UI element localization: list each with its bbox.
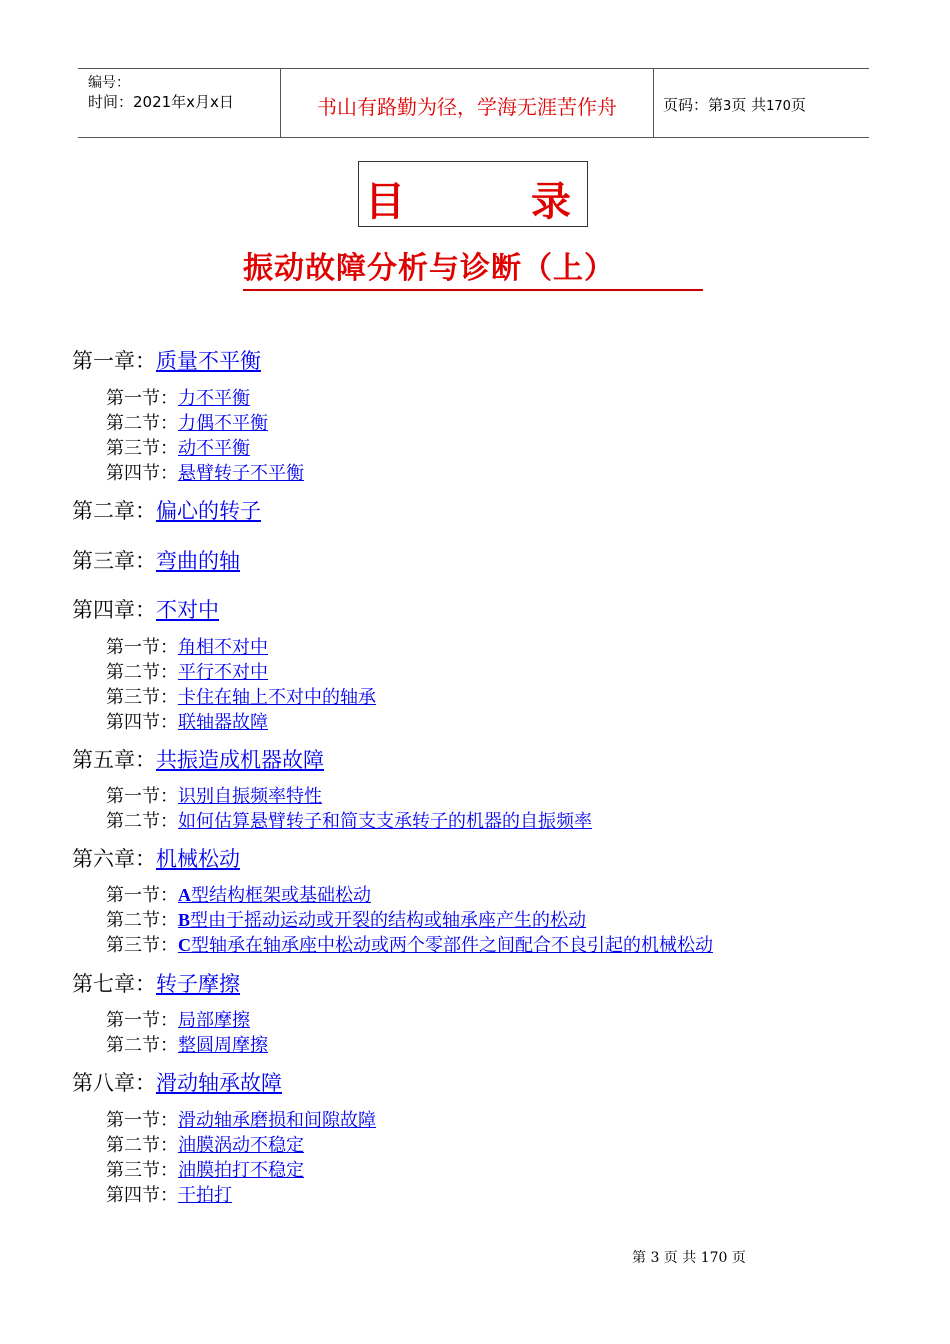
section-link[interactable]: 油膜拍打不稳定 — [178, 1160, 304, 1181]
time-label: 时间：2021年x月x日 — [88, 93, 234, 111]
header-meta-cell — [78, 69, 280, 137]
section-link[interactable]: 角相不对中 — [178, 637, 268, 658]
chapter-prefix: 第七章： — [72, 972, 156, 996]
section-1-1 — [106, 384, 250, 410]
section-1-4 — [106, 459, 304, 485]
section-letter: B — [178, 910, 191, 930]
page-footer: 第 3 页 共 170 页 — [632, 1250, 746, 1266]
chapter-1 — [72, 345, 261, 375]
chapter-prefix: 第四章： — [72, 598, 156, 622]
header-motto-cell — [280, 69, 654, 137]
chapter-prefix: 第六章： — [72, 847, 156, 871]
section-prefix: 第二节： — [106, 662, 178, 683]
section-prefix: 第二节： — [106, 811, 178, 832]
section-5-2 — [106, 807, 592, 833]
section-link[interactable]: 动不平衡 — [178, 438, 250, 459]
number-label: 编号： — [88, 75, 130, 91]
chapter-7 — [72, 968, 240, 998]
chapter-prefix: 第八章： — [72, 1071, 156, 1095]
chapter-link[interactable]: 转子摩擦 — [156, 972, 240, 996]
chapter-link[interactable]: 质量不平衡 — [156, 349, 261, 373]
page-number: 3 — [723, 99, 732, 114]
chapter-6 — [72, 843, 240, 873]
chapter-4 — [72, 594, 219, 624]
section-link[interactable] — [178, 885, 371, 906]
section-prefix: 第三节： — [106, 687, 178, 708]
toc-title-right: 录 — [531, 179, 571, 225]
chapter-prefix: 第一章： — [72, 349, 156, 373]
section-link[interactable]: 联轴器故障 — [178, 712, 268, 733]
section-link[interactable]: 滑动轴承磨损和间隙故障 — [178, 1110, 376, 1131]
section-link[interactable]: 力不平衡 — [178, 388, 250, 409]
chapter-8 — [72, 1067, 282, 1097]
section-8-2 — [106, 1131, 304, 1157]
section-title: 型由于摇动运动或开裂的结构或轴承座产生的松动 — [190, 910, 587, 931]
header-page-cell — [653, 69, 869, 137]
section-link[interactable] — [178, 910, 586, 931]
section-prefix: 第四节： — [106, 1185, 178, 1206]
section-4-3 — [106, 683, 376, 709]
chapter-link[interactable]: 不对中 — [156, 598, 219, 622]
section-prefix: 第一节： — [106, 1110, 178, 1131]
section-prefix: 第一节： — [106, 885, 178, 906]
page-mid: 页 共 — [731, 96, 767, 114]
section-link[interactable]: 油膜涡动不稳定 — [178, 1135, 304, 1156]
section-6-2 — [106, 906, 586, 932]
section-link[interactable]: 干拍打 — [178, 1185, 232, 1206]
chapter-link[interactable]: 机械松动 — [156, 847, 240, 871]
section-8-4 — [106, 1181, 232, 1207]
section-1-3 — [106, 434, 250, 460]
chapter-link[interactable]: 偏心的转子 — [156, 499, 261, 523]
page-suffix: 页 — [790, 96, 806, 114]
section-link[interactable]: 力偶不平衡 — [178, 413, 268, 434]
chapter-link[interactable]: 共振造成机器故障 — [156, 748, 324, 772]
section-link[interactable]: 识别自振频率特性 — [178, 786, 322, 807]
section-link[interactable]: 局部摩擦 — [178, 1010, 250, 1031]
chapter-link[interactable]: 滑动轴承故障 — [156, 1071, 282, 1095]
section-4-4 — [106, 708, 268, 734]
chapter-5 — [72, 744, 324, 774]
section-prefix: 第一节： — [106, 637, 178, 658]
section-4-2 — [106, 658, 268, 684]
section-7-2 — [106, 1031, 268, 1057]
chapter-prefix: 第二章： — [72, 499, 156, 523]
section-prefix: 第二节： — [106, 1035, 178, 1056]
chapter-prefix: 第三章： — [72, 549, 156, 573]
page-code — [663, 94, 806, 115]
section-6-3 — [106, 931, 713, 957]
section-5-1 — [106, 782, 322, 808]
section-link[interactable] — [178, 935, 713, 956]
section-title: 型结构框架或基础松动 — [191, 885, 371, 906]
section-prefix: 第二节： — [106, 413, 178, 434]
toc-title-box — [358, 161, 588, 227]
page-header — [78, 68, 869, 138]
section-prefix: 第三节： — [106, 935, 178, 956]
section-prefix: 第三节： — [106, 438, 178, 459]
section-title: 型轴承在轴承座中松动或两个零部件之间配合不良引起的机械松动 — [191, 935, 713, 956]
chapter-3 — [72, 545, 240, 575]
page-prefix: 页码：第 — [663, 96, 724, 114]
section-6-1 — [106, 881, 371, 907]
section-link[interactable]: 悬臂转子不平衡 — [178, 463, 304, 484]
motto-text: 书山有路勤为径，学海无涯苦作舟 — [317, 95, 617, 119]
section-prefix: 第二节： — [106, 910, 178, 931]
section-letter: A — [178, 885, 191, 905]
section-prefix: 第四节： — [106, 463, 178, 484]
section-4-1 — [106, 633, 268, 659]
section-link[interactable]: 整圆周摩擦 — [178, 1035, 268, 1056]
section-link[interactable]: 如何估算悬臂转子和简支支承转子的机器的自振频率 — [178, 811, 592, 832]
section-prefix: 第四节： — [106, 712, 178, 733]
chapter-2 — [72, 495, 261, 525]
section-8-1 — [106, 1106, 376, 1132]
chapter-link[interactable]: 弯曲的轴 — [156, 549, 240, 573]
page-total: 170 — [766, 99, 791, 114]
section-letter: C — [178, 935, 191, 955]
section-link[interactable]: 平行不对中 — [178, 662, 268, 683]
section-8-3 — [106, 1156, 304, 1182]
section-prefix: 第二节： — [106, 1135, 178, 1156]
section-prefix: 第一节： — [106, 1010, 178, 1031]
section-7-1 — [106, 1006, 250, 1032]
section-link[interactable]: 卡住在轴上不对中的轴承 — [178, 687, 376, 708]
section-prefix: 第三节： — [106, 1160, 178, 1181]
chapter-prefix: 第五章： — [72, 748, 156, 772]
section-prefix: 第一节： — [106, 786, 178, 807]
document-subtitle: 振动故障分析与诊断（上） — [243, 243, 703, 291]
section-1-2 — [106, 409, 268, 435]
section-prefix: 第一节： — [106, 388, 178, 409]
toc-title-left: 目 — [365, 179, 405, 225]
